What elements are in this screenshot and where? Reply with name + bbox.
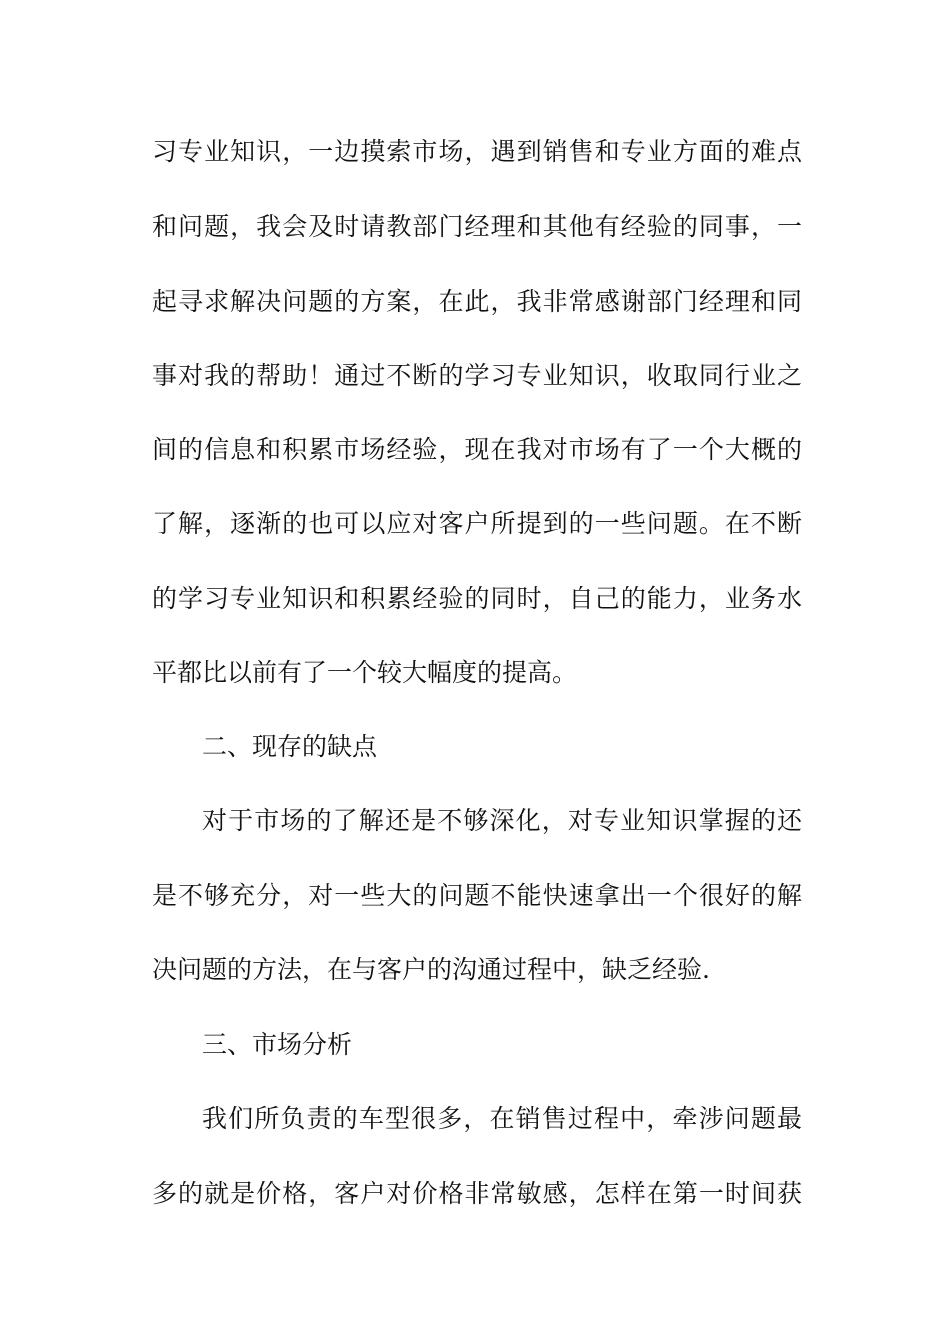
section-heading: 三、市场分析 (202, 1030, 353, 1059)
body-text-line: 习专业知识，一边摸索市场，遇到销售和专业方面的难点 (152, 137, 802, 166)
body-text-line: 间的信息和积累市场经验，现在我对市场有了一个大概的 (152, 435, 802, 464)
body-text-line: 是不够充分，对一些大的问题不能快速拿出一个很好的解 (152, 881, 802, 910)
body-text-line: 起寻求解决问题的方案，在此，我非常感谢部门经理和同 (152, 287, 802, 316)
body-text-line: 平都比以前有了一个较大幅度的提高。 (152, 658, 578, 687)
body-text-line: 决问题的方法，在与客户的沟通过程中，缺乏经验. (152, 955, 710, 984)
body-text-line: 多的就是价格，客户对价格非常敏感，怎样在第一时间获 (152, 1179, 802, 1208)
body-text-line: 的学习专业知识和积累经验的同时，自己的能力，业务水 (152, 584, 802, 613)
body-text-line: 我们所负责的车型很多，在销售过程中，牵涉问题最 (202, 1104, 802, 1133)
section-heading: 二、现存的缺点 (202, 732, 378, 761)
body-text-line: 和问题，我会及时请教部门经理和其他有经验的同事，一 (152, 212, 802, 241)
body-text-line: 事对我的帮助！通过不断的学习专业知识，收取同行业之 (152, 361, 802, 390)
body-text-line: 对于市场的了解还是不够深化，对专业知识掌握的还 (202, 806, 802, 835)
body-text-line: 了解，逐渐的也可以应对客户所提到的一些问题。在不断 (152, 509, 802, 538)
